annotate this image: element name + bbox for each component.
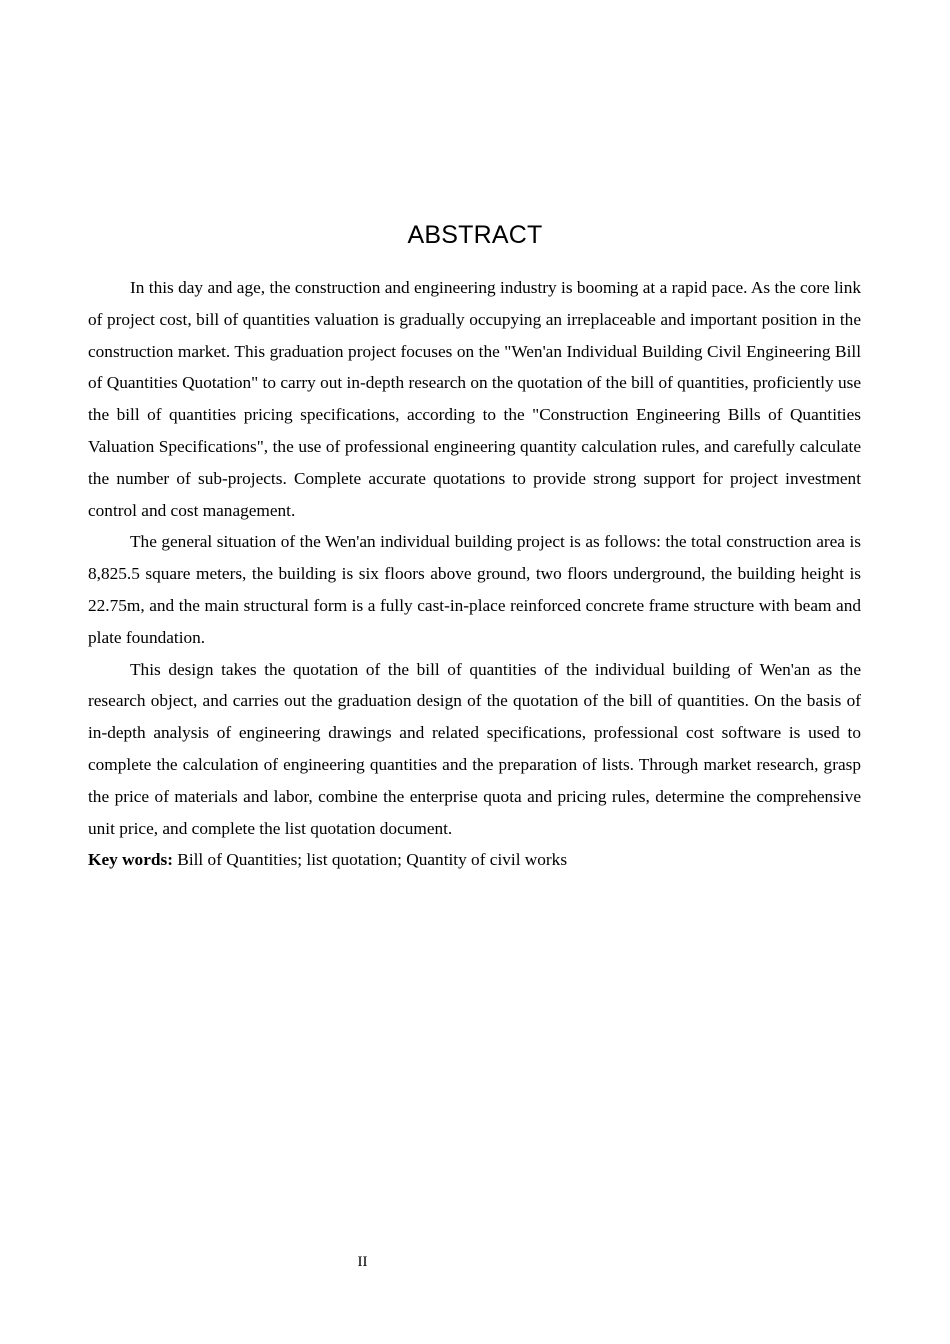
abstract-paragraph: The general situation of the Wen'an individual building project is as follows: the total construction area is 8,825.5 square meters, the building is six floors above ground, two floors underground, the building height is 22.75m, and the main structural form is a fully cast-in-place reinforced concrete frame structure with beam and plate foundation.: [88, 532, 861, 647]
abstract-paragraph: In this day and age, the construction and engineering industry is booming at a rapid pace. As the core link of project cost, bill of quantities valuation is gradually occupying an irreplaceable and important position in the construction market. This graduation project focuses on the "Wen'an Individual Building Civil Engineering Bill of Quantities Quotation" to carry out in-depth research on the quotation of the bill of quantities, proficiently use the bill of quantities pricing specifications, according to the "Construction Engineering Bills of Quantities Valuation Specifications", the use of professional engineering quantity calculation rules, and carefully calculate the number of sub-projects. Complete accurate quotations to provide strong support for project investment control and cost management.: [88, 278, 861, 520]
keywords-value: Bill of Quantities; list quotation; Quantity of civil works: [177, 850, 568, 870]
keywords-label: Key words:: [88, 850, 173, 870]
keywords-line: [88, 844, 861, 876]
page-number: II: [357, 1254, 368, 1270]
page-title: ABSTRACT: [407, 220, 543, 249]
abstract-body: [88, 272, 861, 876]
abstract-paragraph: This design takes the quotation of the bill of quantities of the individual building of Wen'an as the research object, and carries out the graduation design of the quotation of the bill of quantities. On the basis of in-depth analysis of engineering drawings and related specifications, professional cost software is used to complete the calculation of engineering quantities and the preparation of lists. Through market research, grasp the price of materials and labor, combine the enterprise quota and pricing rules, determine the comprehensive unit price, and complete the list quotation document.: [88, 659, 861, 838]
